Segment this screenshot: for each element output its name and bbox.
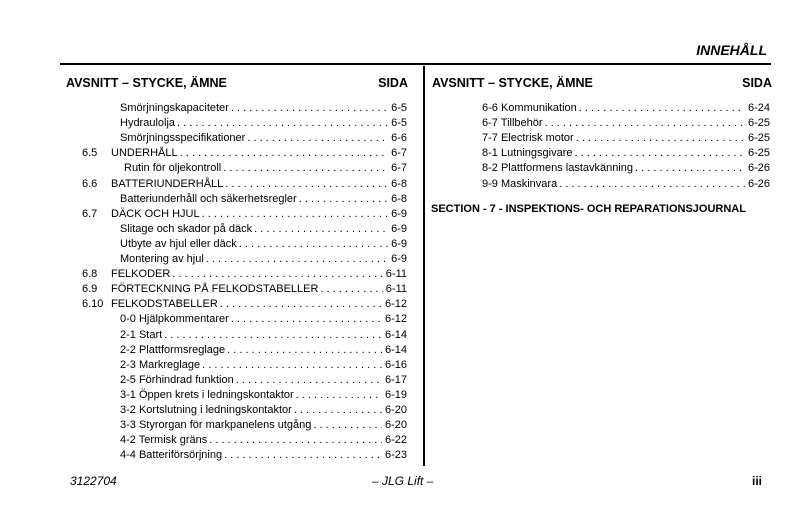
toc-entry-page: 6-9 xyxy=(391,207,407,220)
toc-leader-dots xyxy=(209,433,382,448)
toc-entry-page: 6-5 xyxy=(391,102,407,114)
toc-entry-page: 6-19 xyxy=(384,388,407,401)
toc-entry-title: FELKODSTABELLER xyxy=(111,298,218,311)
toc-entry-title: UNDERHÅLL xyxy=(111,147,178,160)
column-divider xyxy=(423,66,425,466)
toc-leader-dots xyxy=(296,388,382,403)
toc-entry[interactable] xyxy=(124,161,407,176)
toc-entry[interactable] xyxy=(120,192,407,207)
toc-entry[interactable] xyxy=(120,116,407,131)
toc-leader-dots xyxy=(202,358,382,373)
toc-entry-title: Hydraulolja xyxy=(120,117,176,130)
toc-leader-dots xyxy=(254,222,388,237)
toc-leader-dots xyxy=(206,252,388,267)
toc-entry-page: 6-25 xyxy=(747,147,770,160)
toc-entry-page: 6-12 xyxy=(384,298,407,311)
right-col-page-label: SIDA xyxy=(742,76,772,90)
toc-entry[interactable] xyxy=(120,343,407,358)
toc-entry-page: 6-11 xyxy=(385,283,407,296)
toc-entry-title: Smörjningsspecifikationer xyxy=(120,132,246,145)
toc-entry-page: 6-9 xyxy=(391,222,407,235)
toc-entry-page: 6-7 xyxy=(391,162,407,175)
toc-entry-page: 6-14 xyxy=(384,343,407,356)
toc-leader-dots xyxy=(247,131,388,146)
toc-entry[interactable] xyxy=(120,448,407,463)
toc-entry[interactable] xyxy=(482,146,770,161)
toc-leader-dots xyxy=(231,101,388,116)
toc-leader-dots xyxy=(239,237,388,252)
toc-entry-page: 6-20 xyxy=(384,419,407,432)
toc-entry-number: 6.10 xyxy=(82,298,104,311)
toc-entry-number: 6.7 xyxy=(82,207,98,220)
toc-entry-title: 8-2 Plattformens lastavkänning xyxy=(482,162,634,175)
toc-entry-number: 6.9 xyxy=(82,283,98,296)
toc-entry-page: 6-8 xyxy=(391,192,407,205)
toc-entry-page: 6-22 xyxy=(384,434,407,447)
toc-entry-title: 3-1 Öppen krets i ledningskontaktor xyxy=(120,388,294,401)
toc-entry[interactable] xyxy=(120,328,407,343)
toc-entry-page: 6-11 xyxy=(385,268,407,281)
toc-leader-dots xyxy=(313,418,382,433)
toc-entry-title: 2-2 Plattformsreglage xyxy=(120,343,226,356)
toc-leader-dots xyxy=(320,282,382,297)
toc-leader-dots xyxy=(576,131,745,146)
toc-entry[interactable] xyxy=(482,116,770,131)
left-column-header xyxy=(66,76,408,90)
toc-entry-title: DÄCK OCH HJUL xyxy=(111,207,200,220)
footer-doc-number: 3122704 xyxy=(70,474,117,488)
toc-entry[interactable] xyxy=(120,388,407,403)
toc-entry-title: 3-3 Styrorgan för markpanelens utgång xyxy=(120,419,312,432)
toc-leader-dots xyxy=(545,116,745,131)
right-col-section-label: AVSNITT – STYCKE, ÄMNE xyxy=(432,76,593,90)
toc-leader-dots xyxy=(294,403,382,418)
footer-page-number: iii xyxy=(752,474,763,488)
toc-entry[interactable] xyxy=(120,101,407,116)
left-col-section-label: AVSNITT – STYCKE, ÄMNE xyxy=(66,76,227,90)
toc-leader-dots xyxy=(180,146,388,161)
toc-entry-page: 6-9 xyxy=(391,253,407,265)
toc-entry-page: 6-8 xyxy=(391,177,407,190)
toc-entry[interactable] xyxy=(120,373,407,388)
toc-entry-title: Utbyte av hjul eller däck xyxy=(120,237,237,250)
toc-entry-page: 6-14 xyxy=(384,328,407,341)
toc-entry[interactable] xyxy=(482,177,770,192)
toc-entry[interactable] xyxy=(120,252,407,267)
toc-entry[interactable] xyxy=(120,131,407,146)
toc-entry[interactable] xyxy=(120,237,407,252)
toc-leader-dots xyxy=(220,297,382,312)
footer-center: – JLG Lift – xyxy=(372,474,434,488)
page-header-title: INNEHÅLL xyxy=(696,42,767,58)
toc-entry[interactable] xyxy=(111,207,407,222)
toc-entry-title: 4-4 Batteriförsörjning xyxy=(120,449,223,462)
toc-entry-title: Batteriunderhåll och säkerhetsregler xyxy=(120,192,297,205)
toc-entry[interactable] xyxy=(120,312,407,327)
toc-entry[interactable] xyxy=(111,267,407,282)
toc-entry-title: Rutin för oljekontroll xyxy=(124,162,222,175)
toc-entry[interactable] xyxy=(111,297,407,312)
toc-leader-dots xyxy=(575,146,745,161)
toc-entry-title: FÖRTECKNING PÅ FELKODSTABELLER xyxy=(111,283,319,296)
toc-entry-page: 6-26 xyxy=(747,177,770,190)
toc-leader-dots xyxy=(177,116,388,131)
right-column-header xyxy=(432,76,772,90)
toc-entry-title: Smörjningskapaciteter xyxy=(120,102,229,114)
toc-entry[interactable] xyxy=(120,358,407,373)
toc-entry-page: 6-6 xyxy=(391,132,407,145)
toc-entry-title: 2-3 Markreglage xyxy=(120,358,201,371)
toc-leader-dots xyxy=(223,161,388,176)
toc-entry-page: 6-17 xyxy=(384,373,407,386)
toc-entry-page: 6-9 xyxy=(391,237,407,250)
toc-entry-page: 6-26 xyxy=(747,162,770,175)
toc-leader-dots xyxy=(224,448,382,463)
toc-entry-page: 6-20 xyxy=(384,404,407,416)
toc-entry[interactable] xyxy=(120,403,407,418)
toc-entry-title: 2-5 Förhindrad funktion xyxy=(120,373,234,386)
toc-entry-page: 6-25 xyxy=(747,132,770,145)
toc-entry-title: 6-7 Tillbehör xyxy=(482,117,543,130)
toc-entry[interactable] xyxy=(120,222,407,237)
toc-entry[interactable] xyxy=(482,101,770,116)
toc-leader-dots xyxy=(236,373,382,388)
toc-leader-dots xyxy=(202,207,388,222)
toc-entry-page: 6-5 xyxy=(391,117,407,130)
toc-entry[interactable] xyxy=(111,282,407,297)
toc-entry-title: 3-2 Kortslutning i ledningskontaktor xyxy=(120,404,292,416)
section-7-heading[interactable]: SECTION - 7 - INSPEKTIONS- OCH REPARATIONSJOURNAL xyxy=(431,203,746,215)
toc-entry-page: 6-24 xyxy=(747,102,770,114)
toc-entry-page: 6-16 xyxy=(384,358,407,371)
toc-leader-dots xyxy=(227,343,382,358)
toc-entry-title: Montering av hjul xyxy=(120,253,204,265)
toc-entry-number: 6.5 xyxy=(82,147,98,160)
toc-entry-number: 6.6 xyxy=(82,177,98,190)
toc-entry-title: 9-9 Maskinvara xyxy=(482,177,558,190)
toc-entry-page: 6-7 xyxy=(391,147,407,160)
header-rule xyxy=(60,63,771,65)
toc-leader-dots xyxy=(299,192,388,207)
toc-entry-title: BATTERIUNDERHÅLL xyxy=(111,177,224,190)
left-col-page-label: SIDA xyxy=(378,76,408,90)
toc-leader-dots xyxy=(579,101,745,116)
toc-leader-dots xyxy=(164,328,382,343)
toc-entry[interactable] xyxy=(482,161,770,176)
toc-leader-dots xyxy=(559,177,745,192)
toc-entry-title: 4-2 Termisk gräns xyxy=(120,434,208,447)
toc-entry-title: 6-6 Kommunikation xyxy=(482,102,577,114)
toc-entry-title: FELKODER xyxy=(111,268,171,281)
toc-leader-dots xyxy=(172,267,383,282)
toc-leader-dots xyxy=(231,312,382,327)
toc-leader-dots xyxy=(225,177,388,192)
toc-entry[interactable] xyxy=(482,131,770,146)
toc-entry-title: 7-7 Electrisk motor xyxy=(482,132,574,145)
toc-entry-title: 8-1 Lutningsgivare xyxy=(482,147,573,160)
toc-entry[interactable] xyxy=(120,433,407,448)
toc-entry[interactable] xyxy=(111,146,407,161)
toc-entry-page: 6-23 xyxy=(384,449,407,462)
toc-entry-page: 6-25 xyxy=(747,117,770,130)
toc-entry[interactable] xyxy=(111,177,407,192)
toc-entry-page: 6-12 xyxy=(384,313,407,326)
toc-leader-dots xyxy=(635,161,745,176)
toc-entry-title: 0-0 Hjälpkommentarer xyxy=(120,313,229,326)
toc-entry[interactable] xyxy=(120,418,407,433)
toc-entry-title: Slitage och skador på däck xyxy=(120,222,253,235)
toc-entry-number: 6.8 xyxy=(82,268,98,281)
toc-entry-title: 2-1 Start xyxy=(120,328,163,341)
